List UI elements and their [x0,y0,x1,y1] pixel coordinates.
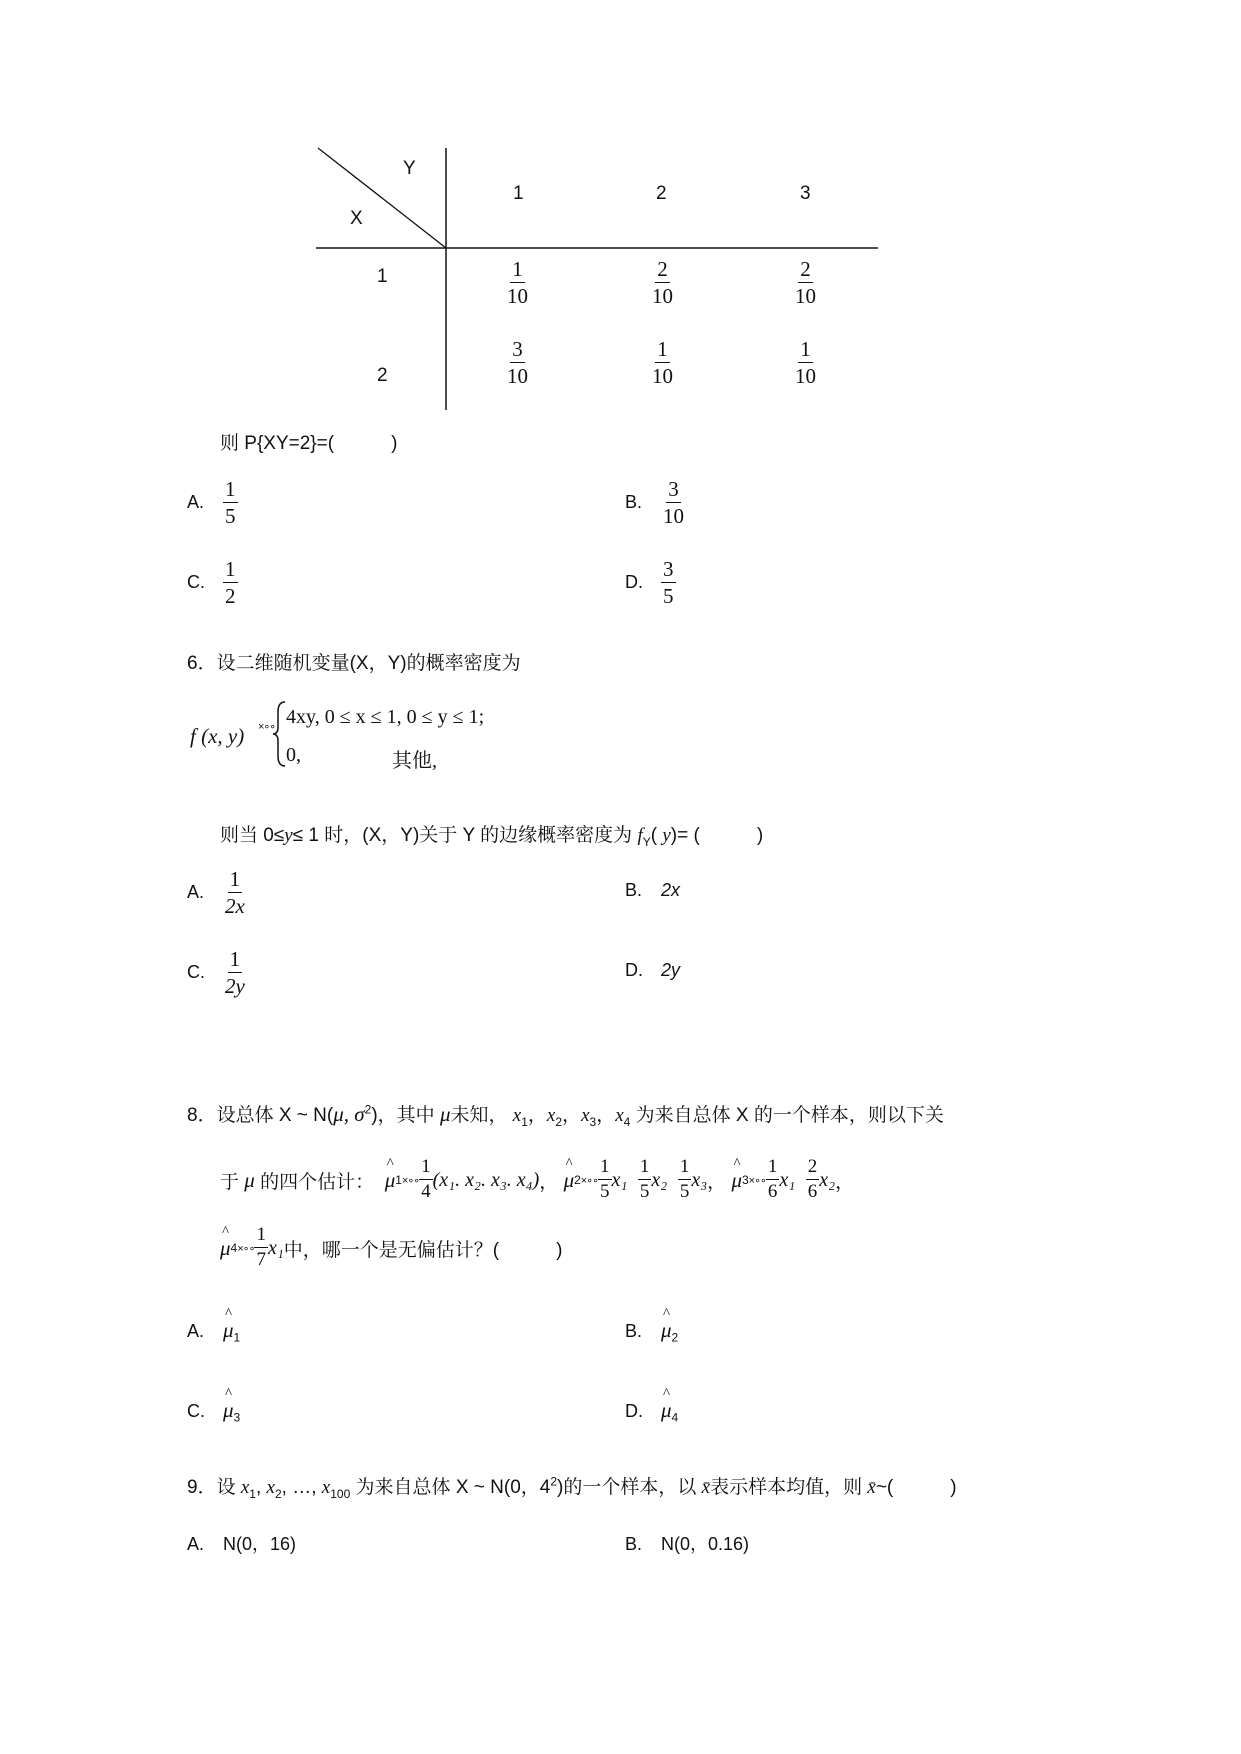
garbled-glyph: ×∘∘ [401,1174,420,1187]
q9-option-a[interactable]: A. N(0，16) [187,1534,297,1554]
q8-option-c[interactable]: C.^ $\mu_3$ [187,1398,240,1425]
fraction: $\frac{1}{2}$ [225,557,236,609]
table-cell: $\frac{2}{10}$ [795,257,816,309]
table-row-label: 2 [377,365,388,386]
table-cell: $\frac{3}{10}$ [507,337,528,389]
table-diagonal-line [318,148,446,248]
table-cell: $\frac{1}{10}$ [652,337,673,389]
garbled-glyph: ×∘∘ [748,1174,766,1187]
q6-option-d[interactable]: D. 2y [625,960,681,980]
q9-stem: 9．设 $x_1$, $x_2$, …, $x_{100}$ 为来自总体 X ~ N(0，$4^2$)的一个样本，以 x̄表示样本均值，则 x̄~( ) [187,1474,957,1501]
q6-option-a[interactable]: A. $\frac{1}{2x}$ [187,867,245,919]
q6-stem: 6．设二维随机变量(X，Y)的概率密度为 [187,653,521,674]
fraction: $\frac{1}{2x}$ [225,867,245,919]
q6-fxy: f (x, y) [190,724,245,748]
table-row-label: 1 [377,266,388,287]
fraction: $\frac{1}{2y}$ [225,947,245,999]
fraction: $\frac{1}{4}$ [421,1156,431,1202]
table-x-label: X [350,208,363,229]
fraction: $\frac{1}{7}$ [256,1224,266,1270]
q8-line3: ^ μ 4 ×∘∘ $\frac{1}{7}$ x₁ 中，哪一个是无偏估计？( ) [220,1218,562,1278]
q6-option-b[interactable]: B. 2x [625,880,681,900]
fraction: $\frac{1}{5}$ [639,1156,650,1202]
table-col-header: 1 [513,183,524,204]
q6-substem: 则当 0≤y≤ 1 时，(X，Y)关于 Y 的边缘概率密度为 $f_Y$( y)= ( ) [220,825,764,849]
table-cell: $\frac{2}{10}$ [652,257,673,309]
q8-line2: 于 μ 的四个估计： ^ μ 1 ×∘∘ $\frac{1}{4}$ (x₁. x₂. x₃. x₄) ， ^ μ 2 ×∘∘ $\frac{1}{5}$ x₁ $\frac{1}{5}$ x₂ $\frac{1}{5}$ x₃ ， ^ μ 3 ×∘∘ $\frac{1}{6}$ x₁ $\frac{2}{6}$ x₂ ， [220,1150,854,1210]
q9-option-b[interactable]: B. N(0，0.16) [625,1534,750,1554]
fraction: $\frac{1}{5}$ [679,1156,690,1202]
q5-stem: 则 P{XY=2}=( ) [220,433,398,454]
q6-case2-value: 0, [286,744,301,766]
fraction: $\frac{1}{5}$ [600,1156,610,1202]
q8-option-b[interactable]: B.^ $\mu_2$ [625,1318,678,1345]
table-y-label: Y [403,158,416,179]
table-col-header: 2 [656,183,667,204]
fraction: $\frac{1}{5}$ [225,477,236,529]
q5-option-b[interactable]: B. $\frac{3}{10}$ [625,477,684,529]
q6-case1: 4xy, 0 ≤ x ≤ 1, 0 ≤ y ≤ 1; [286,706,485,728]
table-col-header: 3 [800,183,811,204]
garbled-glyph: ×∘∘ [580,1174,598,1187]
table-cell: $\frac{1}{10}$ [795,337,816,389]
q5-option-c[interactable]: C. $\frac{1}{2}$ [187,557,236,609]
garbled-glyph: ×∘∘ [258,721,276,733]
table-cell: $\frac{1}{10}$ [507,257,528,309]
garbled-glyph: ×∘∘ [237,1242,255,1255]
table-lines [0,0,1241,420]
fraction: $\frac{3}{10}$ [663,477,684,529]
fraction: $\frac{2}{6}$ [807,1156,818,1202]
q8-line1: 8．设总体 X ~ N(μ, $\sigma^2$)，其中 μ未知， $x_1$，$x_2$，$x_3$，$x_4$ 为来自总体 X 的一个样本，则以下关 [187,1102,944,1129]
q5-option-a[interactable]: A. $\frac{1}{5}$ [187,477,236,529]
q6-case2-cond: 其他, [392,750,437,772]
q5-option-d[interactable]: D. $\frac{3}{5}$ [625,557,674,609]
q8-option-a[interactable]: A.^ $\mu_1$ [187,1318,240,1345]
q6-option-c[interactable]: C. $\frac{1}{2y}$ [187,947,245,999]
q8-option-d[interactable]: D.^ $\mu_4$ [625,1398,678,1425]
fraction: $\frac{3}{5}$ [663,557,674,609]
fraction: $\frac{1}{6}$ [767,1156,778,1202]
